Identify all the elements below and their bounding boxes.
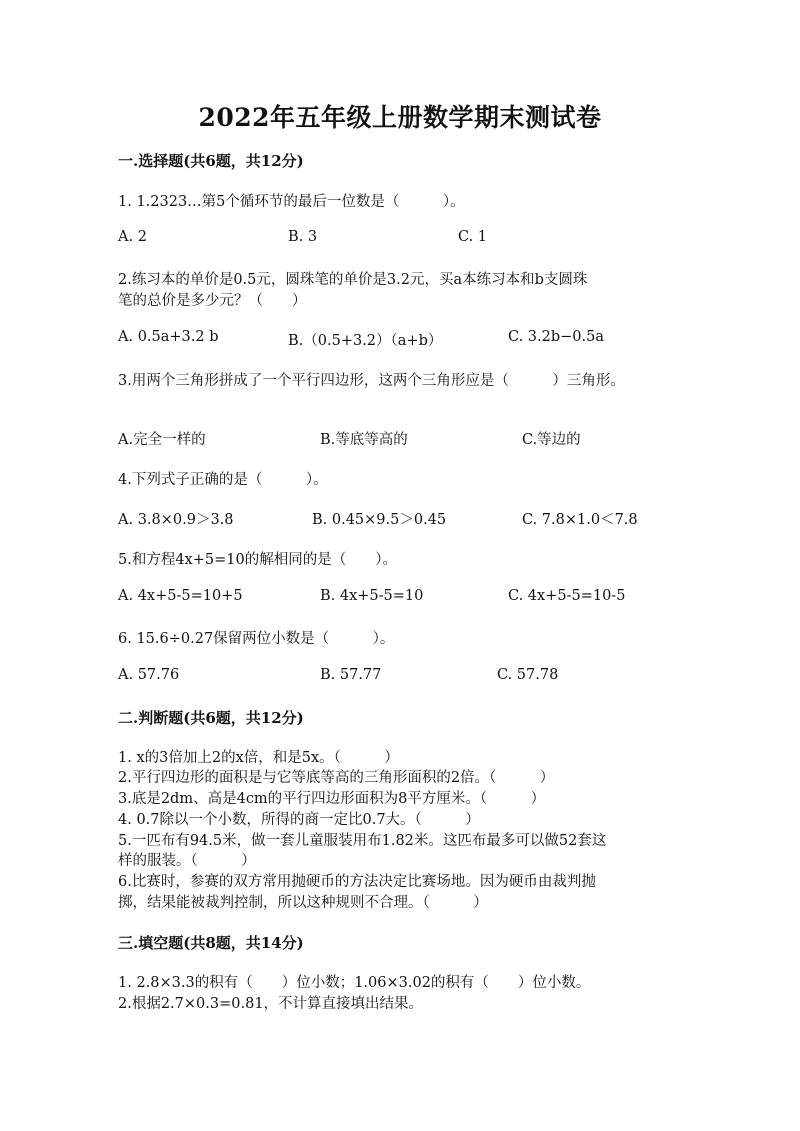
question-2-option-c: C. 3.2b−0.5a xyxy=(508,329,604,345)
question-5-option-a: A. 4x+5-5=10+5 xyxy=(118,588,243,604)
exam-title: 2022年五年级上册数学期末测试卷 xyxy=(198,103,602,132)
question-6-option-a: A. 57.76 xyxy=(118,667,180,683)
section-heading-true-false: 二.判断题(共6题，共12分) xyxy=(118,709,304,727)
judgement-line-5: 5.一匹布有94.5米，做一套儿童服装用布1.82米。这匹布最多可以做52套这 xyxy=(118,833,607,849)
question-1-stem: 1. 1.2323…第5个循环节的最后一位数是（ ）。 xyxy=(118,194,465,210)
question-5-option-c: C. 4x+5-5=10-5 xyxy=(508,588,626,604)
question-3-option-a: A.完全一样的 xyxy=(118,432,206,448)
judgement-line-3: 3.底是2dm、高是4cm的平行四边形面积为8平方厘米。（ ） xyxy=(118,791,546,807)
question-3-option-b: B.等底等高的 xyxy=(320,432,408,448)
question-5-stem: 5.和方程4x+5=10的解相同的是（ ）。 xyxy=(118,552,397,568)
judgement-line-2: 2.平行四边形的面积是与它等底等高的三角形面积的2倍。（ ） xyxy=(118,770,555,786)
section-heading-choice: 一.选择题(共6题，共12分) xyxy=(118,152,304,170)
judgement-line-6: 样的服装。（ ） xyxy=(118,853,256,869)
question-4-option-c: C. 7.8×1.0＜7.8 xyxy=(522,512,638,528)
question-6-option-b: B. 57.77 xyxy=(320,667,382,683)
judgement-line-1: 1. x的3倍加上2的x倍，和是5x。（ ） xyxy=(118,750,399,766)
section-heading-fill-blank: 三.填空题(共8题，共14分) xyxy=(118,934,304,952)
fill-blank-line-2: 2.根据2.7×0.3=0.81，不计算直接填出结果。 xyxy=(118,996,424,1012)
question-5-option-b: B. 4x+5-5=10 xyxy=(320,588,424,604)
question-4-option-a: A. 3.8×0.9＞3.8 xyxy=(118,512,234,528)
question-2-stem-line-1: 2.练习本的单价是0.5元，圆珠笔的单价是3.2元，买a本练习本和b支圆珠 xyxy=(118,272,588,288)
question-3-stem: 3.用两个三角形拼成了一个平行四边形，这两个三角形应是（ ）三角形。 xyxy=(118,373,625,389)
question-3-option-c: C.等边的 xyxy=(522,432,581,448)
question-4-stem: 4.下列式子正确的是（ ）。 xyxy=(118,472,328,488)
question-1-option-a: A. 2 xyxy=(118,229,147,245)
judgement-line-7: 6.比赛时，参赛的双方常用抛硬币的方法决定比赛场地。因为硬币由裁判抛 xyxy=(118,874,596,890)
question-6-stem: 6. 15.6÷0.27保留两位小数是（ ）。 xyxy=(118,631,395,647)
question-1-option-b: B. 3 xyxy=(288,229,318,245)
question-2-stem-line-2: 笔的总价是多少元？（ ） xyxy=(118,293,307,309)
question-6-option-c: C. 57.78 xyxy=(497,667,559,683)
question-2-option-b: B.（0.5+3.2）（a+b） xyxy=(288,333,443,349)
fill-blank-line-1: 1. 2.8×3.3的积有（ ）位小数；1.06×3.02的积有（ ）位小数。 xyxy=(118,975,591,991)
judgement-line-4: 4. 0.7除以一个小数，所得的商一定比0.7大。（ ） xyxy=(118,812,480,828)
question-2-option-a: A. 0.5a+3.2 b xyxy=(118,329,219,345)
question-1-option-c: C. 1 xyxy=(458,229,488,245)
judgement-line-8: 掷，结果能被裁判控制，所以这种规则不合理。（ ） xyxy=(118,895,488,911)
question-4-option-b: B. 0.45×9.5＞0.45 xyxy=(312,512,447,528)
